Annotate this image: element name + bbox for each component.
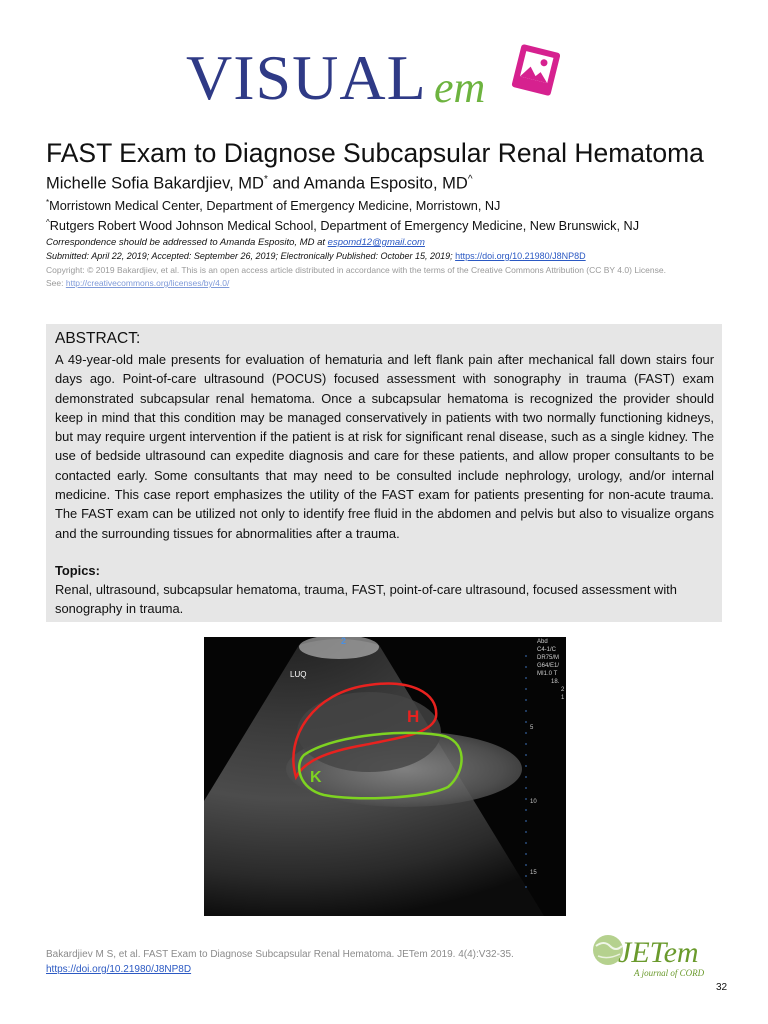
setting-line: 18. [551, 679, 560, 685]
depth-label: 10 [530, 799, 537, 805]
photo-icon [508, 40, 564, 100]
correspondence-email-link[interactable]: espomd12@gmail.com [327, 237, 425, 248]
author-1: Michelle Sofia Bakardjiev, MD [46, 174, 264, 193]
correspondence-prefix: Correspondence should be addressed to Amanda Esposito, MD at [46, 237, 328, 248]
abstract-body: A 49-year-old male presents for evaluation of hematuria and left flank pain after mechanical fall down stairs four days ago. Point-of-care ultrasound (POCUS) focused assessment with sonography in trauma (FAST) exam demonstrated subcapsular renal hematoma. Once a subcapsular hematoma is recognized the provider should keep in mind that this condition may be managed conservatively in patients with two normally functioning kidneys, but may require urgent intervention if the patient is at risk for significant renal disease, such as a single kidney. The use of bedside ultrasound can expedite diagnosis and care for these patients, and allow proper consultants to be contacted early. Some consultants that may need to be consulted include nephrology, urology, and/or internal medicine. This case report emphasizes the utility of the FAST exam for patients presenting for non-acute trauma. The FAST exam can be utilized not only to identify free fluid in the abdomen and pelvis but also to visualize organs and the surrounding tissues for abnormalities after a trauma. [55, 352, 714, 541]
journal-sub: A journal of CORD [634, 968, 705, 978]
correspondence [46, 237, 425, 248]
author-2-mark: ^ [467, 174, 473, 185]
dates-text: Submitted: April 22, 2019; Accepted: September 26, 2019; Electronically Published: October 15, 2019; [46, 251, 456, 261]
depth-label: 15 [530, 870, 537, 876]
publication-dates [46, 251, 586, 261]
globe-icon [588, 924, 728, 984]
setting-line: 1 [561, 695, 565, 701]
ultrasound-svg [204, 637, 566, 916]
license-link[interactable]: http://creativecommons.org/licenses/by/4.0/ [65, 278, 230, 288]
jetem-logo [588, 924, 728, 984]
affiliation-1-mark: * [46, 198, 50, 207]
citation-text: Bakardjiev M S, et al. FAST Exam to Diagnose Subcapsular Renal Hematoma. JETem 2019. 4(4):V32-35. [46, 949, 514, 960]
setting-line: Abd [537, 639, 548, 645]
page-number: 32 [716, 982, 728, 993]
journal-word: JETem [618, 936, 699, 969]
setting-line: 2 [561, 687, 565, 693]
copyright-text: Copyright: © 2019 Bakardjiev, et al. This is an open access article distributed in accordance with the terms of the Creative Commons Attribution (CC BY 4.0) License. [46, 265, 666, 275]
abstract-heading: ABSTRACT: [55, 330, 141, 347]
author-line [46, 174, 473, 194]
author-1-mark: * [263, 174, 268, 185]
copyright-see: See: [46, 278, 66, 288]
affiliation-1-text: Morristown Medical Center, Department of Emergency Medicine, Morristown, NJ [49, 199, 501, 214]
doi-link[interactable]: https://doi.org/10.21980/J8NP8D [455, 251, 586, 261]
hematoma-label: H [407, 707, 420, 726]
orientation-label: LUQ [290, 670, 307, 679]
setting-line: DR75/M [537, 655, 560, 661]
setting-line: C4-1/C [537, 647, 557, 653]
affiliation-2-mark: ^ [46, 218, 50, 227]
scanner-settings [537, 639, 565, 701]
kidney-label: K [310, 769, 322, 786]
author-2: and Amanda Esposito, MD [267, 174, 468, 193]
depth-label: 5 [530, 725, 534, 731]
topics-text: Renal, ultrasound, subcapsular hematoma, trauma, FAST, point-of-care ultrasound, focused assessment with sonography in trauma. [55, 582, 677, 617]
affiliation-2 [46, 218, 639, 233]
topics-heading: Topics: [55, 563, 100, 578]
copyright-notice [46, 264, 726, 290]
footer-doi-text[interactable]: https://doi.org/10.21980/J8NP8D [46, 964, 192, 975]
setting-line: MI1.0 T [537, 671, 558, 677]
ultrasound-image [204, 637, 566, 916]
article-title: FAST Exam to Diagnose Subcapsular Renal Hematoma [46, 138, 704, 168]
logo-em: em [434, 63, 486, 112]
affiliation-2-text: Rutgers Robert Wood Johnson Medical School, Department of Emergency Medicine, New Brunswick, NJ [49, 219, 640, 234]
probe-marker: 2 [341, 637, 347, 646]
logo-word: VISUAL [186, 42, 427, 113]
footer-doi-link[interactable] [46, 964, 191, 975]
setting-line: G64/E1/ [537, 663, 560, 669]
depth-scale [526, 655, 537, 892]
visualem-logo [186, 40, 566, 120]
affiliation-1 [46, 198, 500, 213]
